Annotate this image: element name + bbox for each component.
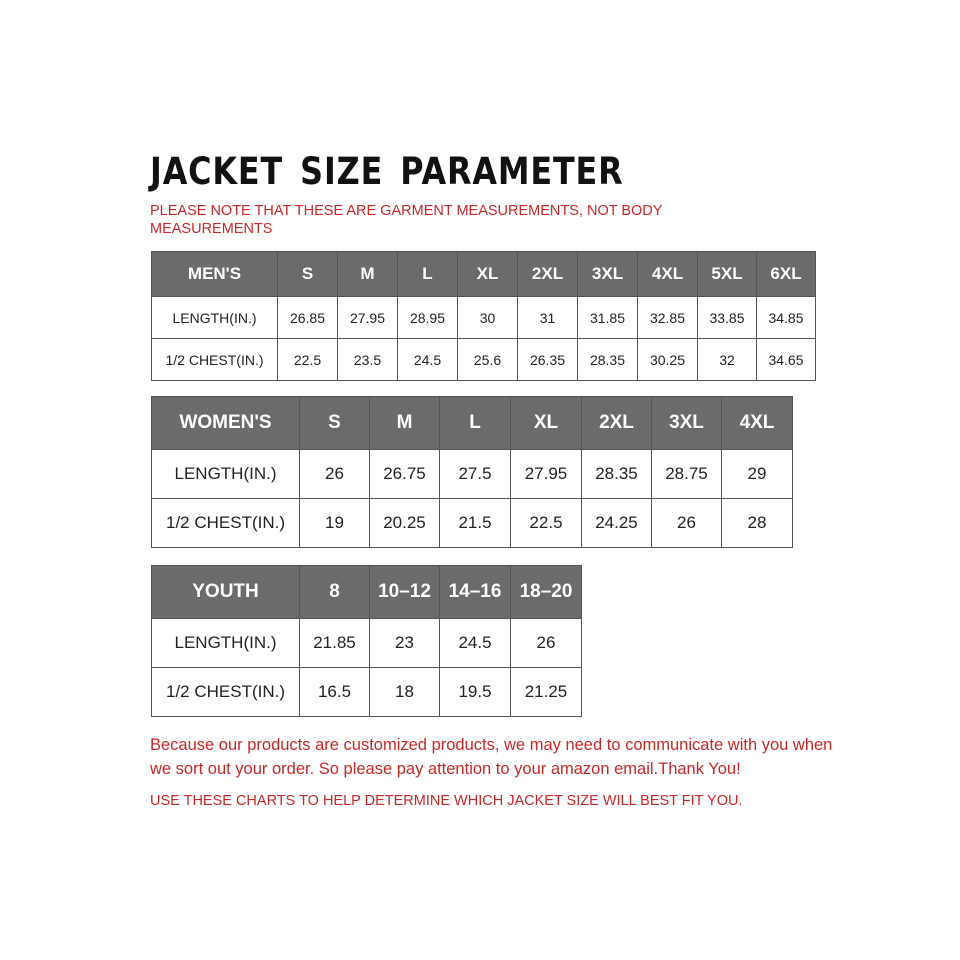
youth-size-14-16: 14–16 — [440, 566, 511, 619]
table-cell: 33.85 — [698, 297, 757, 339]
table-cell: 16.5 — [300, 668, 370, 717]
youth-header-label: YOUTH — [152, 566, 300, 619]
customization-notice: Because our products are customized products, we may need to communicate with you when we sort out your order. So please pay attention to your amazon email.Thank You! — [150, 736, 833, 778]
men-header-row — [152, 252, 816, 297]
table-cell: 30.25 — [638, 339, 698, 381]
women-length-row — [152, 450, 793, 499]
table-cell: 19 — [300, 499, 370, 548]
table-cell: 28 — [722, 499, 793, 548]
table-cell: 26.35 — [518, 339, 578, 381]
women-size-l: L — [440, 397, 511, 450]
row-label: 1/2 CHEST(IN.) — [152, 339, 278, 381]
table-cell: 26 — [511, 619, 582, 668]
women-size-4xl: 4XL — [722, 397, 793, 450]
women-size-3xl: 3XL — [652, 397, 722, 450]
table-cell: 19.5 — [440, 668, 511, 717]
table-cell: 23.5 — [338, 339, 398, 381]
table-cell: 22.5 — [278, 339, 338, 381]
table-cell: 31.85 — [578, 297, 638, 339]
men-chest-row — [152, 339, 816, 381]
table-cell: 20.25 — [370, 499, 440, 548]
table-cell: 26.75 — [370, 450, 440, 499]
women-size-s: S — [300, 397, 370, 450]
men-size-3xl: 3XL — [578, 252, 638, 297]
table-cell: 24.25 — [582, 499, 652, 548]
table-cell: 34.65 — [757, 339, 816, 381]
men-size-5xl: 5XL — [698, 252, 757, 297]
youth-size-10-12: 10–12 — [370, 566, 440, 619]
men-size-l: L — [398, 252, 458, 297]
table-cell: 23 — [370, 619, 440, 668]
table-cell: 21.25 — [511, 668, 582, 717]
youth-size-18-20: 18–20 — [511, 566, 582, 619]
row-label: LENGTH(IN.) — [152, 450, 300, 499]
men-size-s: S — [278, 252, 338, 297]
women-header-row — [152, 397, 793, 450]
men-size-2xl: 2XL — [518, 252, 578, 297]
women-size-2xl: 2XL — [582, 397, 652, 450]
men-size-xl: XL — [458, 252, 518, 297]
table-cell: 21.5 — [440, 499, 511, 548]
table-cell: 26 — [652, 499, 722, 548]
women-size-table — [151, 396, 793, 548]
table-cell: 32 — [698, 339, 757, 381]
table-cell: 21.85 — [300, 619, 370, 668]
table-cell: 28.95 — [398, 297, 458, 339]
women-header-label: WOMEN'S — [152, 397, 300, 450]
table-cell: 29 — [722, 450, 793, 499]
table-cell: 27.95 — [511, 450, 582, 499]
table-cell: 26 — [300, 450, 370, 499]
table-cell: 31 — [518, 297, 578, 339]
youth-length-row — [152, 619, 582, 668]
measurement-note: PLEASE NOTE THAT THESE ARE GARMENT MEASUREMENTS, NOT BODY MEASUREMENTS — [150, 203, 663, 237]
table-cell: 28.35 — [578, 339, 638, 381]
page-title: JACKET SIZE PARAMETER — [150, 150, 624, 193]
youth-chest-row — [152, 668, 582, 717]
table-cell: 34.85 — [757, 297, 816, 339]
men-size-6xl: 6XL — [757, 252, 816, 297]
table-cell: 27.5 — [440, 450, 511, 499]
table-cell: 18 — [370, 668, 440, 717]
table-cell: 32.85 — [638, 297, 698, 339]
men-header-label: MEN'S — [152, 252, 278, 297]
row-label: LENGTH(IN.) — [152, 619, 300, 668]
table-cell: 22.5 — [511, 499, 582, 548]
row-label: 1/2 CHEST(IN.) — [152, 668, 300, 717]
table-cell: 30 — [458, 297, 518, 339]
table-cell: 28.75 — [652, 450, 722, 499]
men-length-row — [152, 297, 816, 339]
table-cell: 24.5 — [440, 619, 511, 668]
table-cell: 25.6 — [458, 339, 518, 381]
table-cell: 26.85 — [278, 297, 338, 339]
table-cell: 24.5 — [398, 339, 458, 381]
youth-header-row — [152, 566, 582, 619]
size-chart-instruction: USE THESE CHARTS TO HELP DETERMINE WHICH JACKET SIZE WILL BEST FIT YOU. — [150, 793, 743, 809]
men-size-m: M — [338, 252, 398, 297]
women-size-m: M — [370, 397, 440, 450]
men-size-4xl: 4XL — [638, 252, 698, 297]
youth-size-8: 8 — [300, 566, 370, 619]
row-label: LENGTH(IN.) — [152, 297, 278, 339]
men-size-table — [151, 251, 816, 381]
women-chest-row — [152, 499, 793, 548]
row-label: 1/2 CHEST(IN.) — [152, 499, 300, 548]
table-cell: 27.95 — [338, 297, 398, 339]
youth-size-table — [151, 565, 582, 717]
women-size-xl: XL — [511, 397, 582, 450]
table-cell: 28.35 — [582, 450, 652, 499]
